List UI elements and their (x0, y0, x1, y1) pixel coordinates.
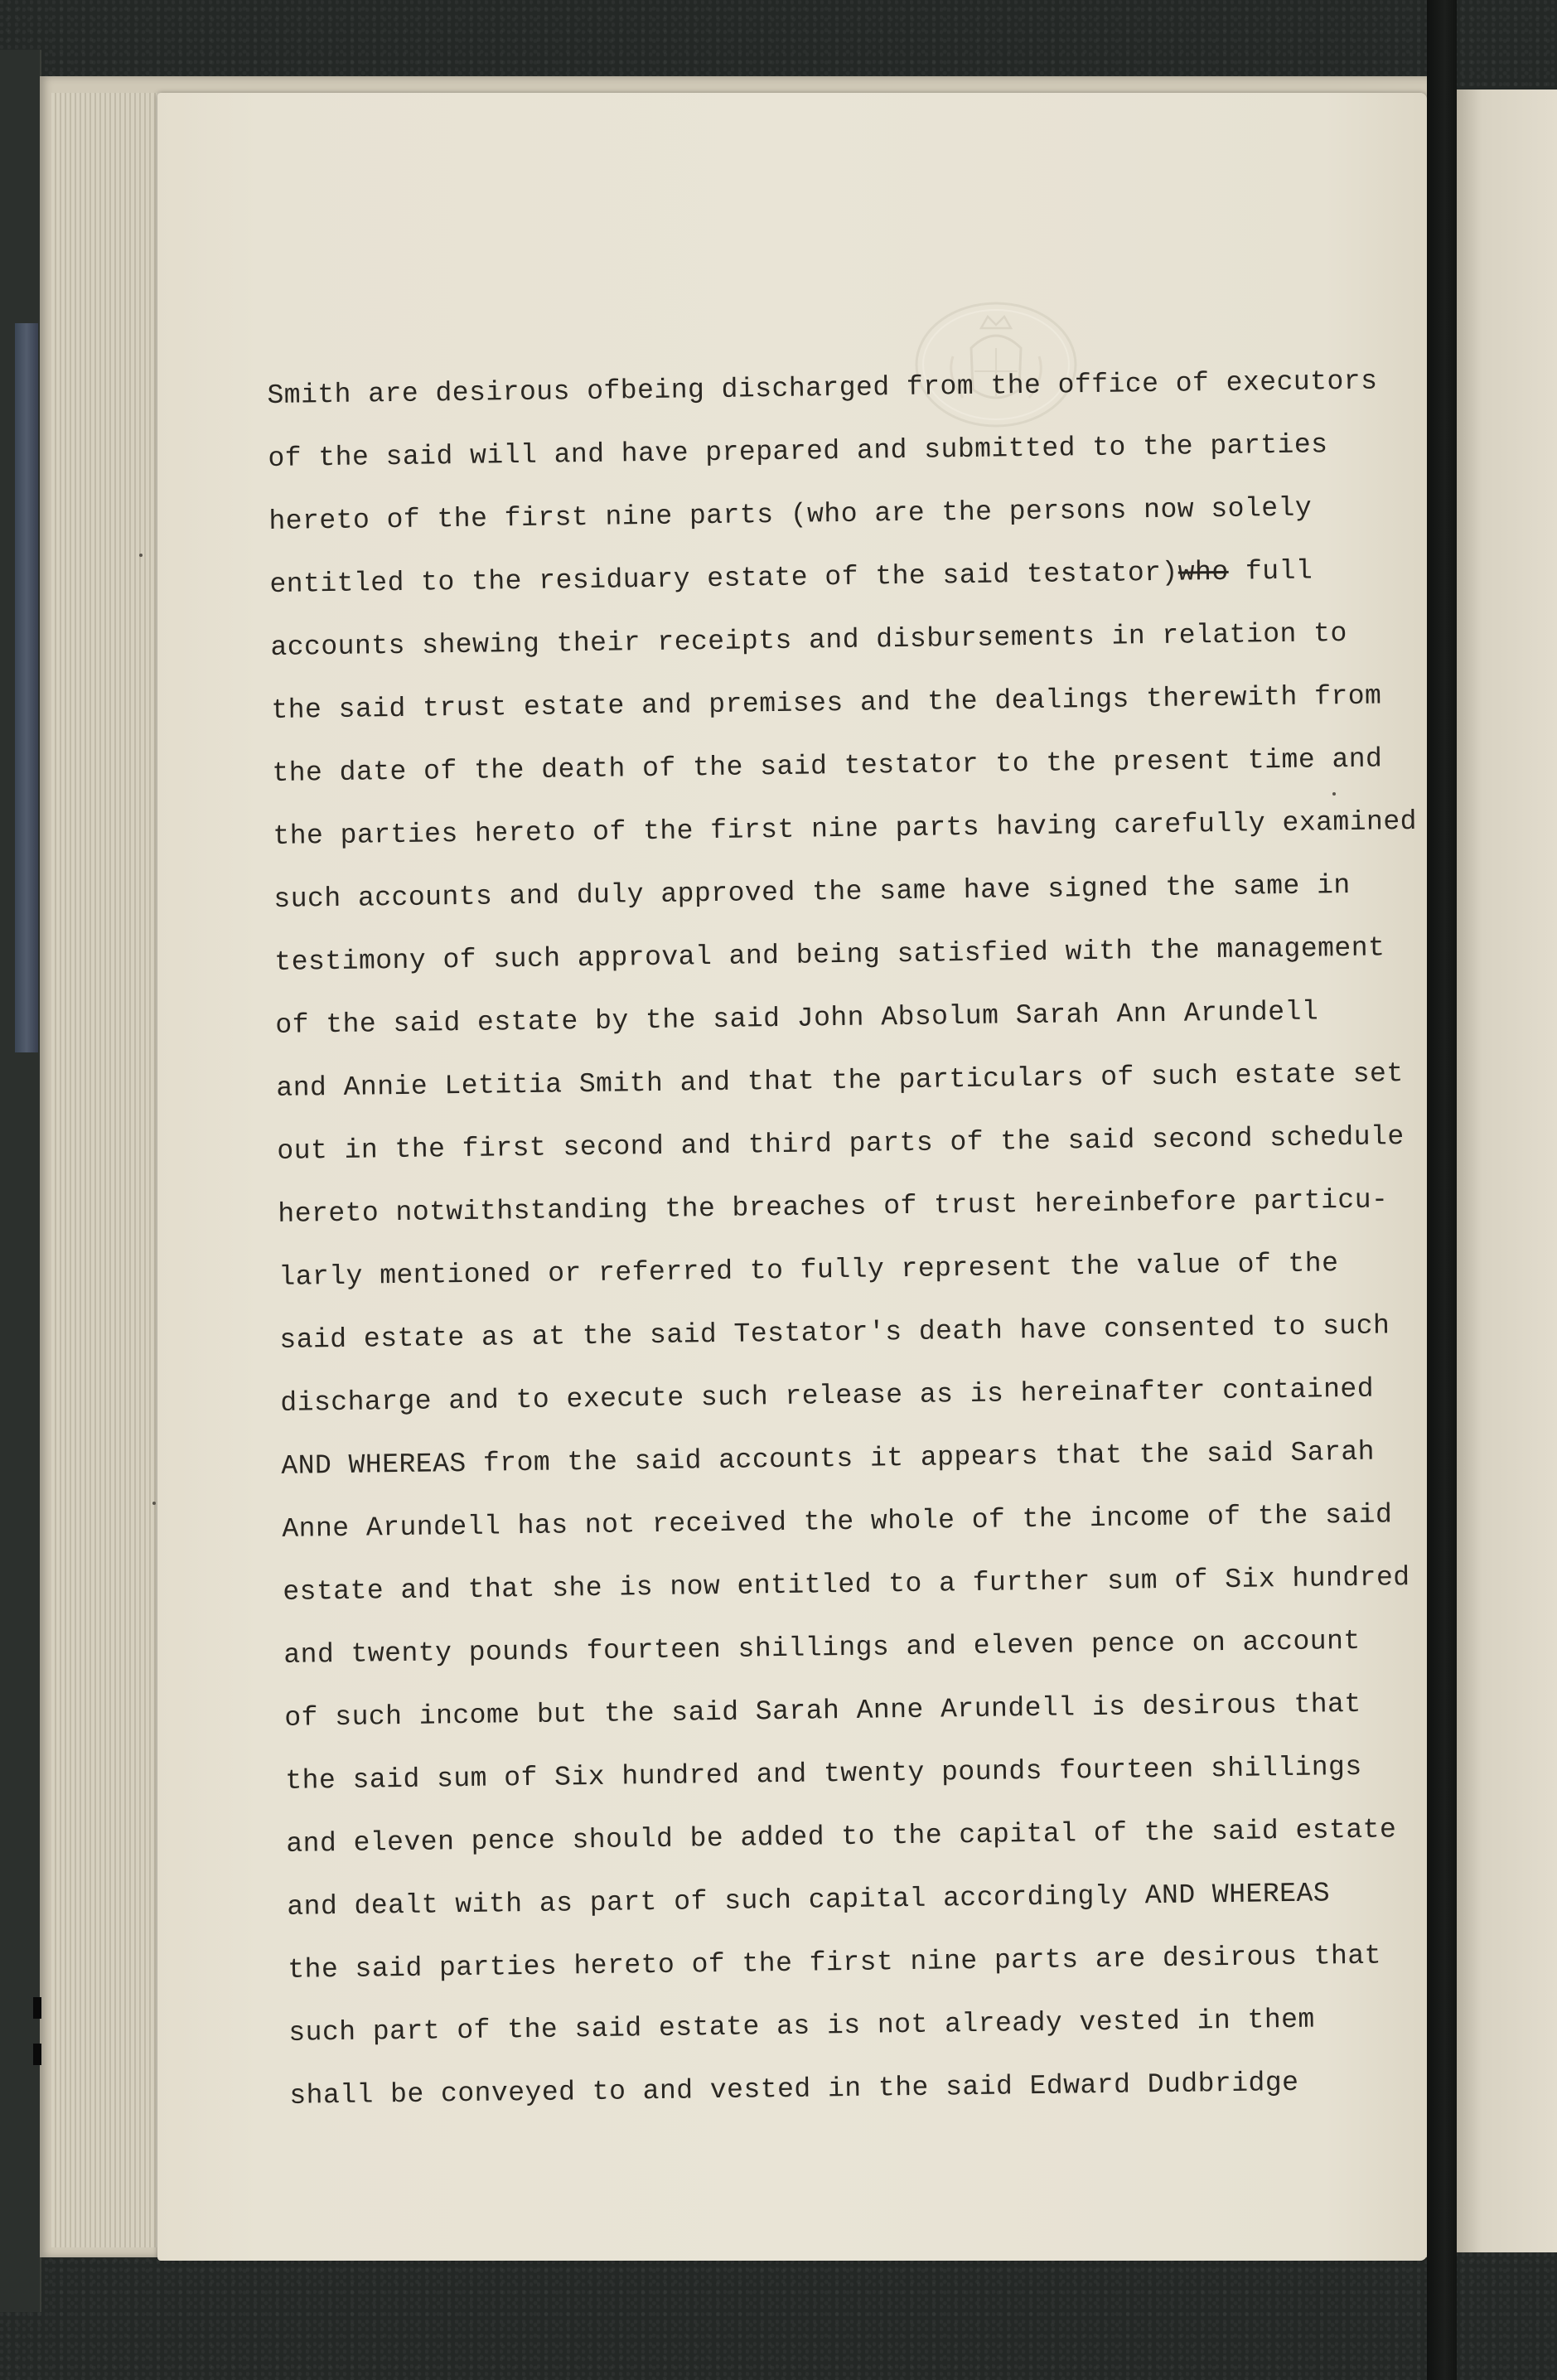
line-text: discharge and to execute such release as is hereinafter contained (280, 1373, 1375, 1419)
line-text: the parties hereto of the first nine parts having carefully examined (273, 805, 1418, 852)
line-text: entitled to the residuary estate of the said testator) (269, 557, 1178, 600)
line-text: AND WHEREAS from the said accounts it appears that the said Sarah (281, 1436, 1376, 1482)
line-text-after: full (1228, 555, 1313, 588)
line-text: larly mentioned or referred to fully represent the value of the (278, 1248, 1339, 1293)
cover-marbled-edge (15, 323, 38, 1052)
line-text: the date of the death of the said testator to the present time and (272, 743, 1383, 789)
line-text: testimony of such approval and being satisfied with the management (274, 932, 1385, 978)
binding-marks (33, 1997, 43, 2097)
line-text: hereto notwithstanding the breaches of trust hereinbefore particu- (278, 1184, 1389, 1230)
page-stack-edge (51, 93, 167, 2247)
line-text: such part of the said estate as is not already vested in them (288, 2004, 1315, 2049)
book-cover-left (0, 50, 41, 2312)
line-text: accounts shewing their receipts and disbursements in relation to (270, 617, 1348, 663)
binding-mark (33, 2044, 41, 2065)
binding-mark (33, 1997, 41, 2019)
line-text: of such income but the said Sarah Anne Arundell is desirous that (284, 1688, 1361, 1734)
paper-speck (152, 1502, 156, 1505)
line-text: hereto of the first nine parts (who are the persons now solely (268, 492, 1313, 537)
typed-document-text (267, 350, 1450, 2128)
line-text: said estate as at the said Testator's death have consented to such (279, 1310, 1390, 1356)
line-text: such accounts and duly approved the same have signed the same in (273, 869, 1351, 915)
line-text: Anne Arundell has not received the whole of the income of the said (282, 1499, 1393, 1545)
line-text: and Annie Letitia Smith and that the particulars of such estate set (276, 1058, 1404, 1104)
line-text: out in the first second and third parts of the said second schedule (277, 1121, 1405, 1167)
line-text: estate and that she is now entitled to a further sum of Six hundred (283, 1562, 1410, 1608)
line-text: and twenty pounds fourteen shillings and eleven pence on account (283, 1625, 1361, 1671)
line-text: shall be conveyed to and vested in the said Edward Dudbridge (289, 2067, 1299, 2112)
line-text: and dealt with as part of such capital accordingly AND WHEREAS (287, 1878, 1331, 1923)
facing-page-edge (1457, 89, 1557, 2252)
struck-word: who (1177, 556, 1229, 588)
line-text: the said sum of Six hundred and twenty pounds fourteen shillings (285, 1751, 1362, 1797)
line-text: the said parties hereto of the first nine parts are desirous that (288, 1940, 1382, 1986)
line-text: the said trust estate and premises and the dealings therewith from (271, 680, 1382, 726)
paper-speck (139, 554, 143, 557)
line-text: of the said will and have prepared and submitted to the parties (268, 429, 1328, 474)
line-text: of the said estate by the said John Absolum Sarah Ann Arundell (275, 996, 1319, 1041)
line-text: Smith are desirous ofbeing discharged from the office of executors (267, 365, 1378, 411)
line-text: and eleven pence should be added to the capital of the said estate (286, 1814, 1397, 1860)
